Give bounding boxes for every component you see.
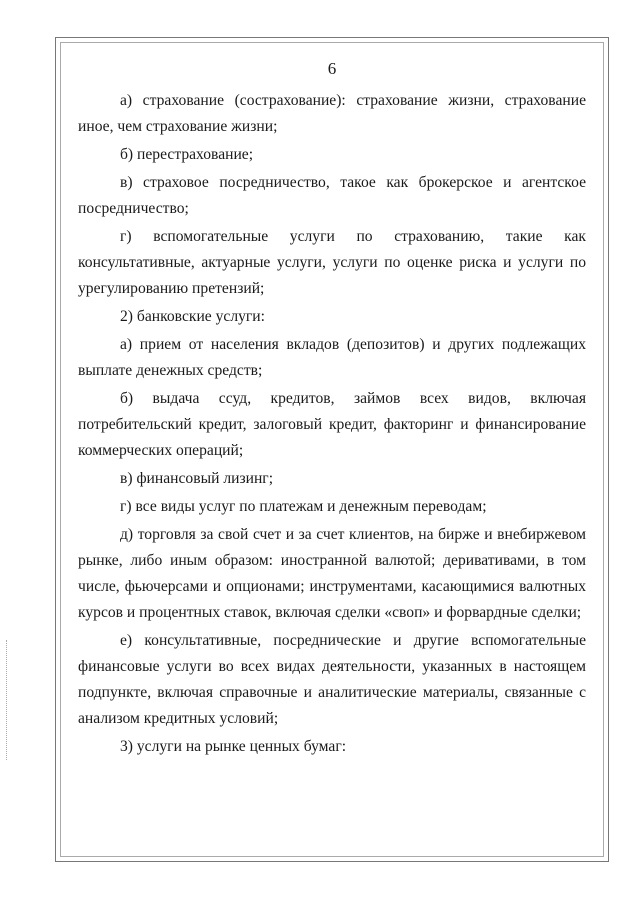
paragraph-deposits: а) прием от населения вкладов (депозитов) и других подлежащих выплате денежных средств; bbox=[78, 336, 586, 379]
paragraph-reinsurance: б) перестрахование; bbox=[120, 146, 254, 163]
paragraph-banking-services: 2) банковские услуги: bbox=[120, 308, 265, 325]
paragraph-insurance: а) страхование (сострахование): страхование жизни, страхование иное, чем страхование жизни; bbox=[78, 92, 586, 135]
scan-margin-marks bbox=[6, 640, 9, 760]
page-number: 6 bbox=[327, 59, 337, 78]
paragraph-auxiliary-insurance-services: г) вспомогательные услуги по страхованию, такие как консультативные, актуарные услуги, услуги по оценке риска и услуги по урегулированию претензий; bbox=[78, 228, 586, 297]
paragraph-payments: г) все виды услуг по платежам и денежным переводам; bbox=[120, 498, 487, 515]
paragraph-leasing: в) финансовый лизинг; bbox=[120, 470, 274, 487]
paragraph-trading: д) торговля за свой счет и за счет клиентов, на бирже и внебиржевом рынке, либо иным образом: иностранной валютой; деривативами, в том числе, фьючерсами и опционами; инструментами, касающимися валютных курсов и процентных ставок, включая сделки «своп» и форвардные сделки; bbox=[78, 526, 586, 621]
paragraph-loans: б) выдача ссуд, кредитов, займов всех видов, включая потребительский кредит, залоговый кредит, факторинг и финансирование коммерческих операций; bbox=[78, 390, 586, 459]
paragraph-advisory-services: е) консультативные, посреднические и другие вспомогательные финансовые услуги во всех видах деятельности, указанных в настоящем подпункте, включая справочные и аналитические материалы, связанные с анализом кредитных условий; bbox=[78, 632, 586, 727]
paragraph-insurance-intermediation: в) страховое посредничество, такое как брокерское и агентское посредничество; bbox=[78, 174, 586, 217]
document-body bbox=[78, 58, 586, 762]
paragraph-securities-market: 3) услуги на рынке ценных бумаг: bbox=[120, 738, 347, 755]
